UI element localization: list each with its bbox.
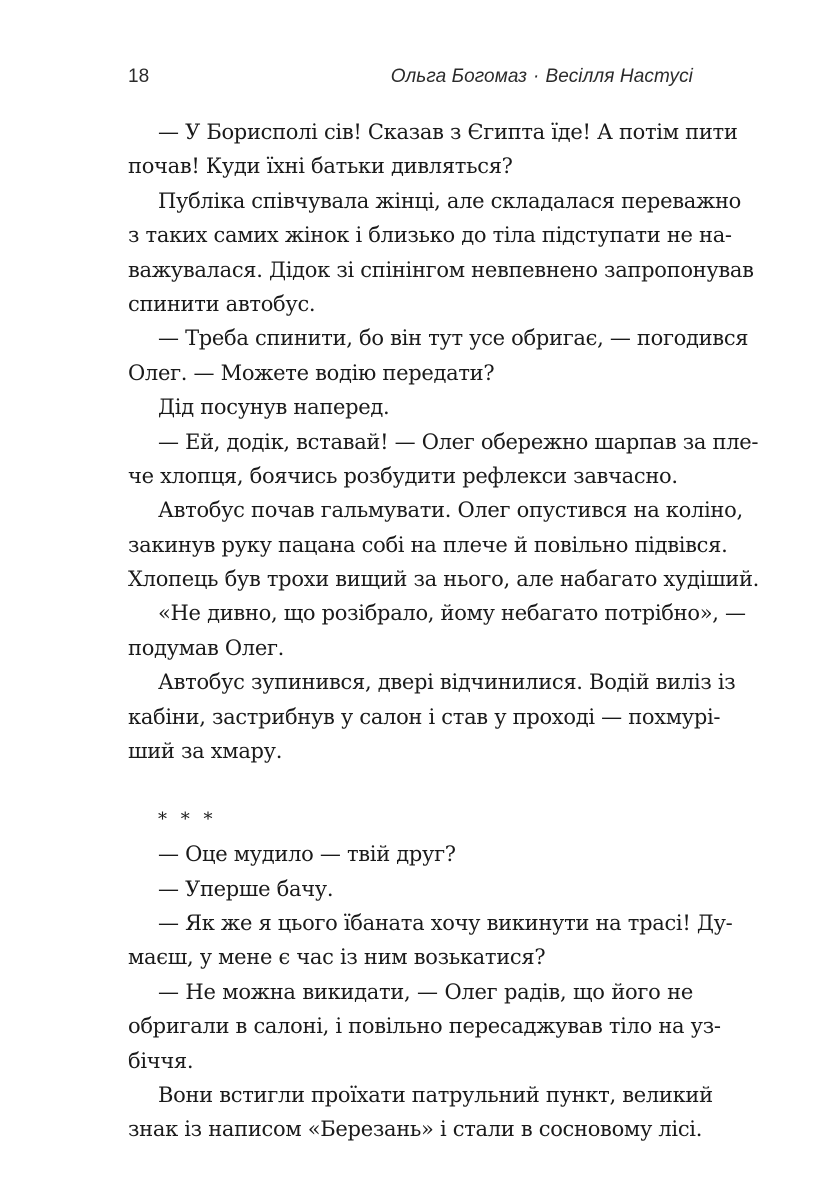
text-line: кабіни, застрибнув у салон і став у проході — похмурі- (128, 704, 721, 729)
header-separator: · (533, 66, 540, 87)
text-line: Автобус зупинився, двері відчинилися. Водій виліз із (158, 670, 736, 695)
text-line: «Не дивно, що розібрало, йому небагато потрібно», — (158, 601, 746, 626)
blank-line (128, 768, 693, 802)
text-line: — Ей, додік, вставай! — Олег обережно шарпав за пле- (158, 429, 759, 454)
text-line: знак із написом «Березань» і стали в сосновому лісі. (128, 1117, 703, 1142)
text-line: спинити автобус. (128, 291, 316, 316)
header-author-title (391, 66, 693, 88)
text-line: — Оце мудило — твій друг? (158, 842, 456, 867)
text-line: закинув руку пацана собі на плече й повільно підвівся. (128, 532, 728, 557)
text-line: Олег. — Можете водію передати? (128, 360, 495, 385)
text-line: — У Борисполі сів! Сказав з Єгипта їде! А потім пити (158, 120, 738, 144)
body-text (128, 115, 760, 1147)
text-line: з таких самих жінок і близько до тіла підступати не на- (128, 223, 732, 248)
text-line: подумав Олег. (128, 635, 285, 660)
header-author: Ольга Богомаз (390, 66, 528, 87)
text-line: біччя. (128, 1048, 194, 1073)
text-line: че хлопця, боячись розбудити рефлекси завчасно. (128, 463, 678, 488)
text-line: важувалася. Дідок зі спінінгом невпевнено запропонував (128, 257, 754, 282)
text-line: обригали в салоні, і повільно пересаджував тіло на уз- (128, 1014, 721, 1039)
text-line: — Уперше бачу. (158, 876, 334, 901)
page-number: 18 (128, 66, 150, 87)
text-line: Дід посунув наперед. (158, 395, 390, 420)
running-header (128, 66, 693, 96)
text-line: почав! Куди їхні батьки дивляться? (128, 154, 513, 179)
text-line: Вони встигли проїхати патрульний пункт, великий (158, 1082, 713, 1107)
text-line: Хлопець був трохи вищий за нього, але набагато худіший. (128, 567, 760, 592)
text-line: — Не можна викидати, — Олег радів, що його не (158, 979, 693, 1004)
text-line: — Треба спинити, бо він тут усе обригає, — погодився (158, 326, 749, 351)
text-line: Публіка співчувала жінці, але складалася переважно (158, 188, 742, 213)
header-book-title: Весілля Настусі (545, 66, 693, 87)
section-break: * * * (158, 808, 217, 830)
text-line: маєш, у мене є час із ним возькатися? (128, 945, 546, 970)
text-line: — Як же я цього їбаната хочу викинути на трасі! Ду- (158, 910, 733, 935)
text-line: Автобус почав гальмувати. Олег опустився на коліно, (158, 498, 743, 523)
text-line: ший за хмару. (128, 739, 283, 764)
